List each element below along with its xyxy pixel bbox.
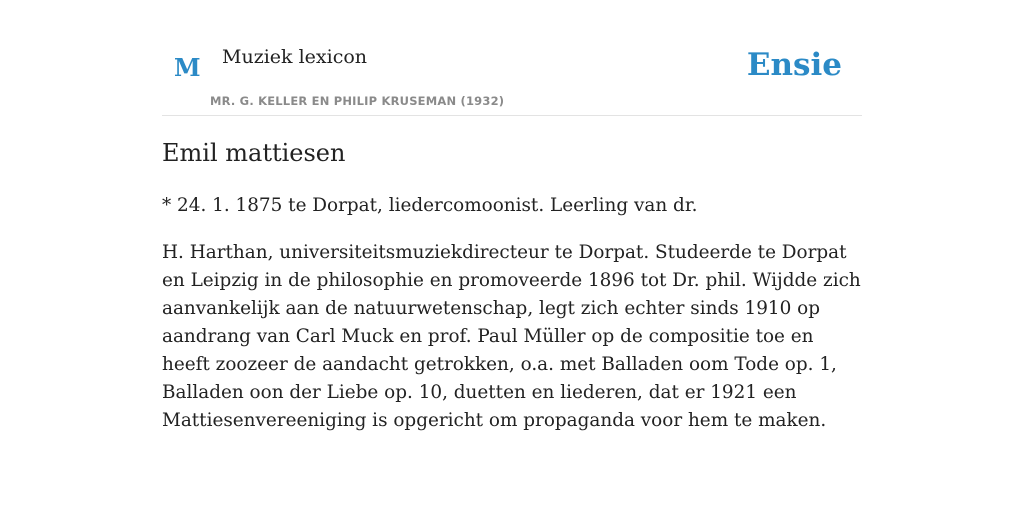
entry-paragraph: H. Harthan, universiteitsmuziekdirecteur te Dorpat. Studeerde te Dorpat en Leipzig in de philosophie en promoveerde 1896 tot Dr. phil. Wijdde zich aanvankelijk aan de natuurwetenschap, legt zich echter sinds 1910 op aandrang van Carl Muck en prof. Paul Müller op de compositie toe en heeft zoozeer de aandacht getrokken, o.a. met Balladen oom Tode op. 1, Balladen oon der Liebe op. 10, duetten en liederen, dat er 1921 een Mattiesenvereeniging is opgericht om propaganda voor hem te maken.	[162, 242, 861, 431]
book-header	[162, 0, 862, 116]
book-authors: MR. G. KELLER EN PHILIP KRUSEMAN (1932)	[210, 94, 505, 108]
book-title-link[interactable]: Muziek lexicon	[222, 46, 368, 68]
entry-title: Emil mattiesen	[162, 139, 346, 167]
book-logo-icon[interactable]: M	[174, 53, 201, 82]
entry-paragraph: * 24. 1. 1875 te Dorpat, liedercomoonist. Leerling van dr.	[162, 195, 698, 216]
article-page	[162, 0, 862, 431]
ensie-logo-link[interactable]: Ensie	[746, 47, 842, 83]
